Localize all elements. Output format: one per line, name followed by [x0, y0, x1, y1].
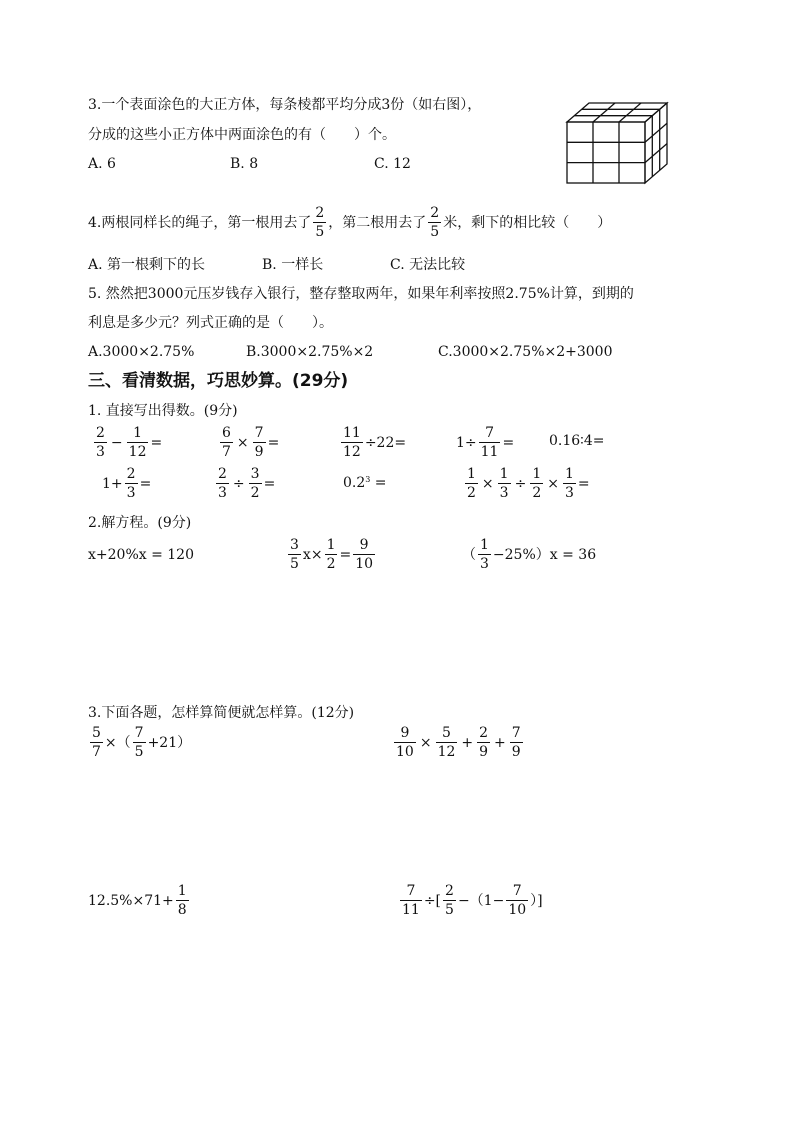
q4-option-c: C. 无法比较 [390, 257, 466, 273]
q5-line1: 5. 然然把3000元压岁钱存入银行，整存整取两年，如果年利率按照2.75%计算，到期的 [88, 286, 634, 302]
q4-part3: 米，剩下的相比较（ ） [443, 214, 612, 231]
q4-part2: ，第二根用去了 [328, 214, 427, 231]
calc-expr-6: 1+ $\frac{2}{3}$ = [102, 466, 152, 501]
q3-line1: 3.一个表面涂色的大正方体，每条棱都平均分成3份（如右图）， [88, 97, 482, 113]
part3-title: 3.下面各题，怎样算简便就怎样算。(12分) [88, 705, 355, 721]
cube-figure [560, 100, 670, 188]
q4-option-b: B. 一样长 [262, 257, 324, 273]
section-3-title: 三、看清数据，巧思妙算。(29分) [88, 371, 349, 391]
q3-line2: 分成的这些小正方体中两面涂色的有（ ）个。 [88, 127, 396, 143]
equation-3: （ 1 3 −25%）x = 36 [462, 537, 597, 572]
calc-expr-1: 2 3 − $\frac{1}{12}$ = [96, 425, 163, 460]
calc-expr-8: $0.2^3$ = [343, 475, 387, 491]
q4-question [88, 206, 611, 239]
simplify-expr-1: $\frac{5}{7}$ ×（ 7 5 +21） [92, 725, 192, 760]
simplify-expr-4: $\frac{7}{11}$ ÷[ 2 5 −（1− $\frac{7}{10}$ ）] [402, 883, 543, 918]
calc-expr-9: $\frac{1}{2}$ × $\frac{1}{3}$ ÷ $\frac{1}{2}$ × $\frac{1}{3}$ = [467, 466, 590, 501]
part1-title: 1. 直接写出得数。(9分) [88, 403, 238, 419]
q3-option-b: B. 8 [230, 156, 259, 172]
equation-1: x+20%x = 120 [88, 547, 194, 563]
simplify-expr-3: 12.5%×71+ $\frac{1}{8}$ [88, 883, 187, 918]
q4-fraction-1: 2 5 [315, 205, 325, 240]
calc-expr-4: 1÷ $\frac{7}{11}$ = [456, 425, 515, 460]
q4-option-a: A. 第一根剩下的长 [88, 257, 206, 273]
calc-expr-7: $\frac{2}{3}$ ÷ $\frac{3}{2}$ = [218, 466, 276, 501]
calc-expr-3: $\frac{11}{12}$ ÷22= [343, 425, 407, 460]
q3-option-a: A. 6 [88, 156, 116, 172]
q3-option-c: C. 12 [374, 156, 411, 172]
equation-2: 3 5 x× $\frac{1}{2}$ = $\frac{9}{10}$ [290, 537, 374, 572]
q4-part1: 4.两根同样长的绳子，第一根用去了 [88, 214, 312, 231]
q5-option-c: C.3000×2.75%×2+3000 [438, 344, 613, 360]
q5-line2: 利息是多少元？列式正确的是（ ）。 [88, 315, 333, 331]
simplify-expr-2: $\frac{9}{10}$ × $\frac{5}{12}$ + $\frac{2}{9}$ + $\frac{7}{9}$ [396, 725, 521, 760]
part2-title: 2.解方程。(9分) [88, 515, 192, 531]
q4-fraction-2: 2 5 [430, 205, 440, 240]
calc-expr-2: $\frac{6}{7}$ × $\frac{7}{9}$ = [222, 425, 280, 460]
calc-expr-5: 0.16∶4= [549, 433, 605, 449]
q5-option-b: B.3000×2.75%×2 [246, 344, 374, 360]
q5-option-a: A.3000×2.75% [88, 344, 195, 360]
